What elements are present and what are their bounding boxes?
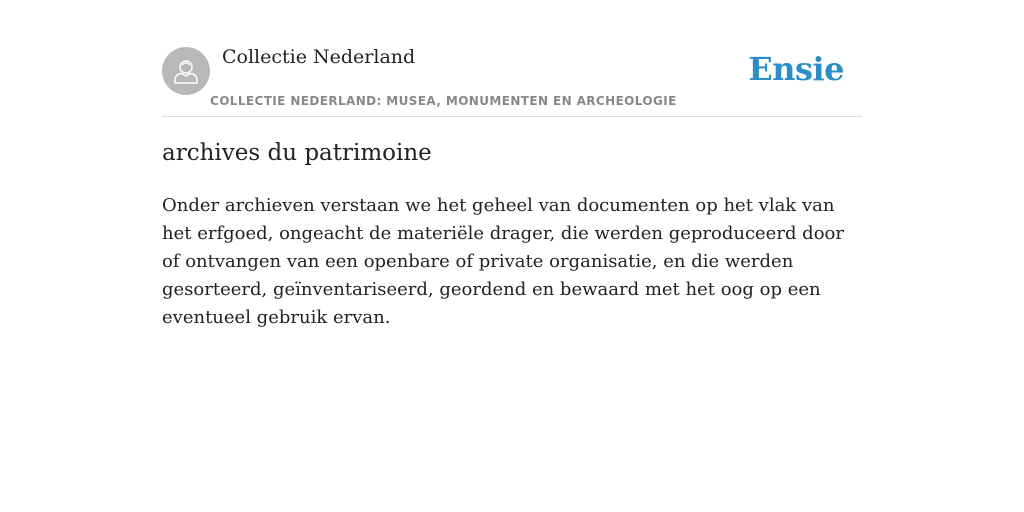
term-definition: Onder archieven verstaan we het geheel van documenten op het vlak van het erfgoed, ongeacht de materiële drager, die werden geproduceerd door of ontvangen van een openbare of private organisatie, en die werden gesorteerd, geïnventariseerd, geordend en bewaard met het oog op een eventueel gebruik ervan. bbox=[162, 195, 844, 328]
author-avatar[interactable] bbox=[162, 47, 210, 95]
entry-header bbox=[162, 0, 862, 117]
term-title: archives du patrimoine bbox=[162, 140, 432, 166]
author-name-link[interactable]: Collectie Nederland bbox=[222, 46, 416, 68]
ensie-logo-link[interactable]: Ensie bbox=[748, 50, 844, 88]
entry-card bbox=[162, 0, 862, 328]
user-avatar-icon bbox=[171, 56, 201, 86]
collection-name-link[interactable]: COLLECTIE NEDERLAND: MUSEA, MONUMENTEN EN ARCHEOLOGIE bbox=[210, 94, 677, 108]
